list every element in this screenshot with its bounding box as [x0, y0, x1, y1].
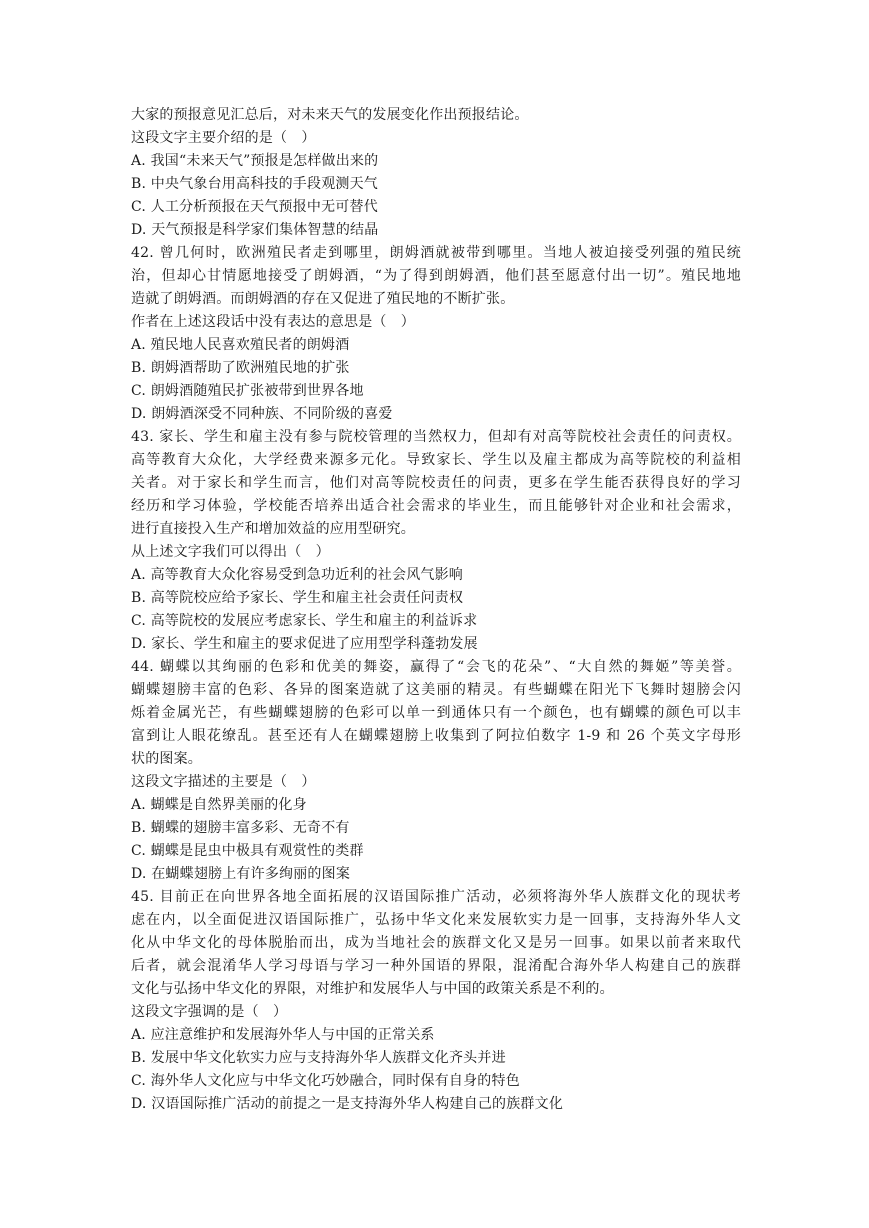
- answer-option: C. 高等院校的发展应考虑家长、学生和雇主的利益诉求: [131, 613, 478, 629]
- answer-option: D. 在蝴蝶翅膀上有许多绚丽的图案: [131, 866, 351, 882]
- answer-option: D. 天气预报是科学家们集体智慧的结晶: [131, 222, 379, 238]
- answer-option: B. 发展中华文化软实力应与支持海外华人族群文化齐头并进: [131, 1050, 506, 1066]
- passage-line: 治，但却心甘情愿地接受了朗姆酒，“为了得到朗姆酒，他们甚至愿意付出一切”。殖民地地: [131, 268, 741, 284]
- question-prompt: 这段文字强调的是（ ）: [131, 1004, 288, 1020]
- answer-option: A. 殖民地人民喜欢殖民者的朗姆酒: [131, 337, 350, 353]
- question-passage-start: 43. 家长、学生和雇主没有参与院校管理的当然权力，但却有对高等院校社会责任的问责权。: [131, 429, 741, 445]
- question-passage-start: 45. 目前正在向世界各地全面拓展的汉语国际推广活动，必须将海外华人族群文化的现状考: [131, 889, 741, 905]
- answer-option: D. 朗姆酒深受不同种族、不同阶级的喜爱: [131, 406, 393, 422]
- answer-option: B. 朗姆酒帮助了欧洲殖民地的扩张: [131, 360, 350, 376]
- answer-option: A. 我国“未来天气”预报是怎样做出来的: [131, 153, 379, 169]
- passage-line: 大家的预报意见汇总后，对未来天气的发展变化作出预报结论。: [131, 107, 529, 123]
- question-prompt: 这段文字描述的主要是（ ）: [131, 774, 316, 790]
- answer-option: D. 家长、学生和雇主的要求促进了应用型学科蓬勃发展: [131, 636, 478, 652]
- answer-option: B. 中央气象台用高科技的手段观测天气: [131, 176, 378, 192]
- answer-option: A. 应注意维护和发展海外华人与中国的正常关系: [131, 1027, 435, 1043]
- answer-option: C. 蝴蝶是昆虫中极具有观赏性的类群: [131, 843, 364, 859]
- question-prompt: 作者在上述这段话中没有表达的意思是（ ）: [131, 314, 415, 330]
- passage-line: 后者，就会混淆华人学习母语与学习一种外国语的界限，混淆配合海外华人构建自己的族群: [131, 958, 741, 974]
- passage-line: 高等教育大众化，大学经费来源多元化。导致家长、学生以及雇主都成为高等院校的利益相: [131, 452, 741, 468]
- passage-line: 富到让人眼花缭乱。甚至还有人在蝴蝶翅膀上收集到了阿拉伯数字 1-9 和 26 个英文字母形: [131, 728, 741, 744]
- passage-line: 蝴蝶翅膀丰富的色彩、各异的图案造就了这美丽的精灵。有些蝴蝶在阳光下飞舞时翅膀会闪: [131, 682, 741, 698]
- question-passage-start: 44. 蝴蝶以其绚丽的色彩和优美的舞姿，赢得了“会飞的花朵”、“大自然的舞姬”等美誉。: [131, 659, 741, 675]
- passage-line: 虑在内，以全面促进汉语国际推广，弘扬中华文化来发展软实力是一回事，支持海外华人文: [131, 912, 741, 928]
- answer-option: A. 蝴蝶是自然界美丽的化身: [131, 797, 307, 813]
- passage-line: 进行直接投入生产和增加效益的应用型研究。: [131, 521, 415, 537]
- answer-option: C. 人工分析预报在天气预报中无可替代: [131, 199, 378, 215]
- passage-line: 经历和学习体验，学校能否培养出适合社会需求的毕业生，而且能够针对企业和社会需求，: [131, 498, 741, 514]
- passage-line: 状的图案。: [131, 751, 202, 767]
- passage-line: 烁着金属光芒，有些蝴蝶翅膀的色彩可以单一到通体只有一个颜色，也有蝴蝶的颜色可以丰: [131, 705, 741, 721]
- passage-line: 文化与弘扬中华文化的界限，对维护和发展华人与中国的政策关系是不利的。: [131, 981, 614, 997]
- question-prompt: 从上述文字我们可以得出（ ）: [131, 544, 330, 560]
- question-passage-start: 42. 曾几何时，欧洲殖民者走到哪里，朗姆酒就被带到哪里。当地人被迫接受列强的殖民统: [131, 245, 741, 261]
- answer-option: A. 高等教育大众化容易受到急功近利的社会风气影响: [131, 567, 464, 583]
- passage-line: 化从中华文化的母体脱胎而出，成为当地社会的族群文化又是另一回事。如果以前者来取代: [131, 935, 741, 951]
- document-body: [131, 104, 741, 1116]
- question-prompt: 这段文字主要介绍的是（ ）: [131, 130, 316, 146]
- answer-option: D. 汉语国际推广活动的前提之一是支持海外华人构建自己的族群文化: [131, 1096, 564, 1112]
- answer-option: B. 高等院校应给予家长、学生和雇主社会责任问责权: [131, 590, 464, 606]
- answer-option: C. 海外华人文化应与中华文化巧妙融合，同时保有自身的特色: [131, 1073, 520, 1089]
- answer-option: C. 朗姆酒随殖民扩张被带到世界各地: [131, 383, 364, 399]
- passage-line: 造就了朗姆酒。而朗姆酒的存在又促进了殖民地的不断扩张。: [131, 291, 515, 307]
- passage-line: 关者。对于家长和学生而言，他们对高等院校责任的问责，更多在学生能否获得良好的学习: [131, 475, 741, 491]
- answer-option: B. 蝴蝶的翅膀丰富多彩、无奇不有: [131, 820, 350, 836]
